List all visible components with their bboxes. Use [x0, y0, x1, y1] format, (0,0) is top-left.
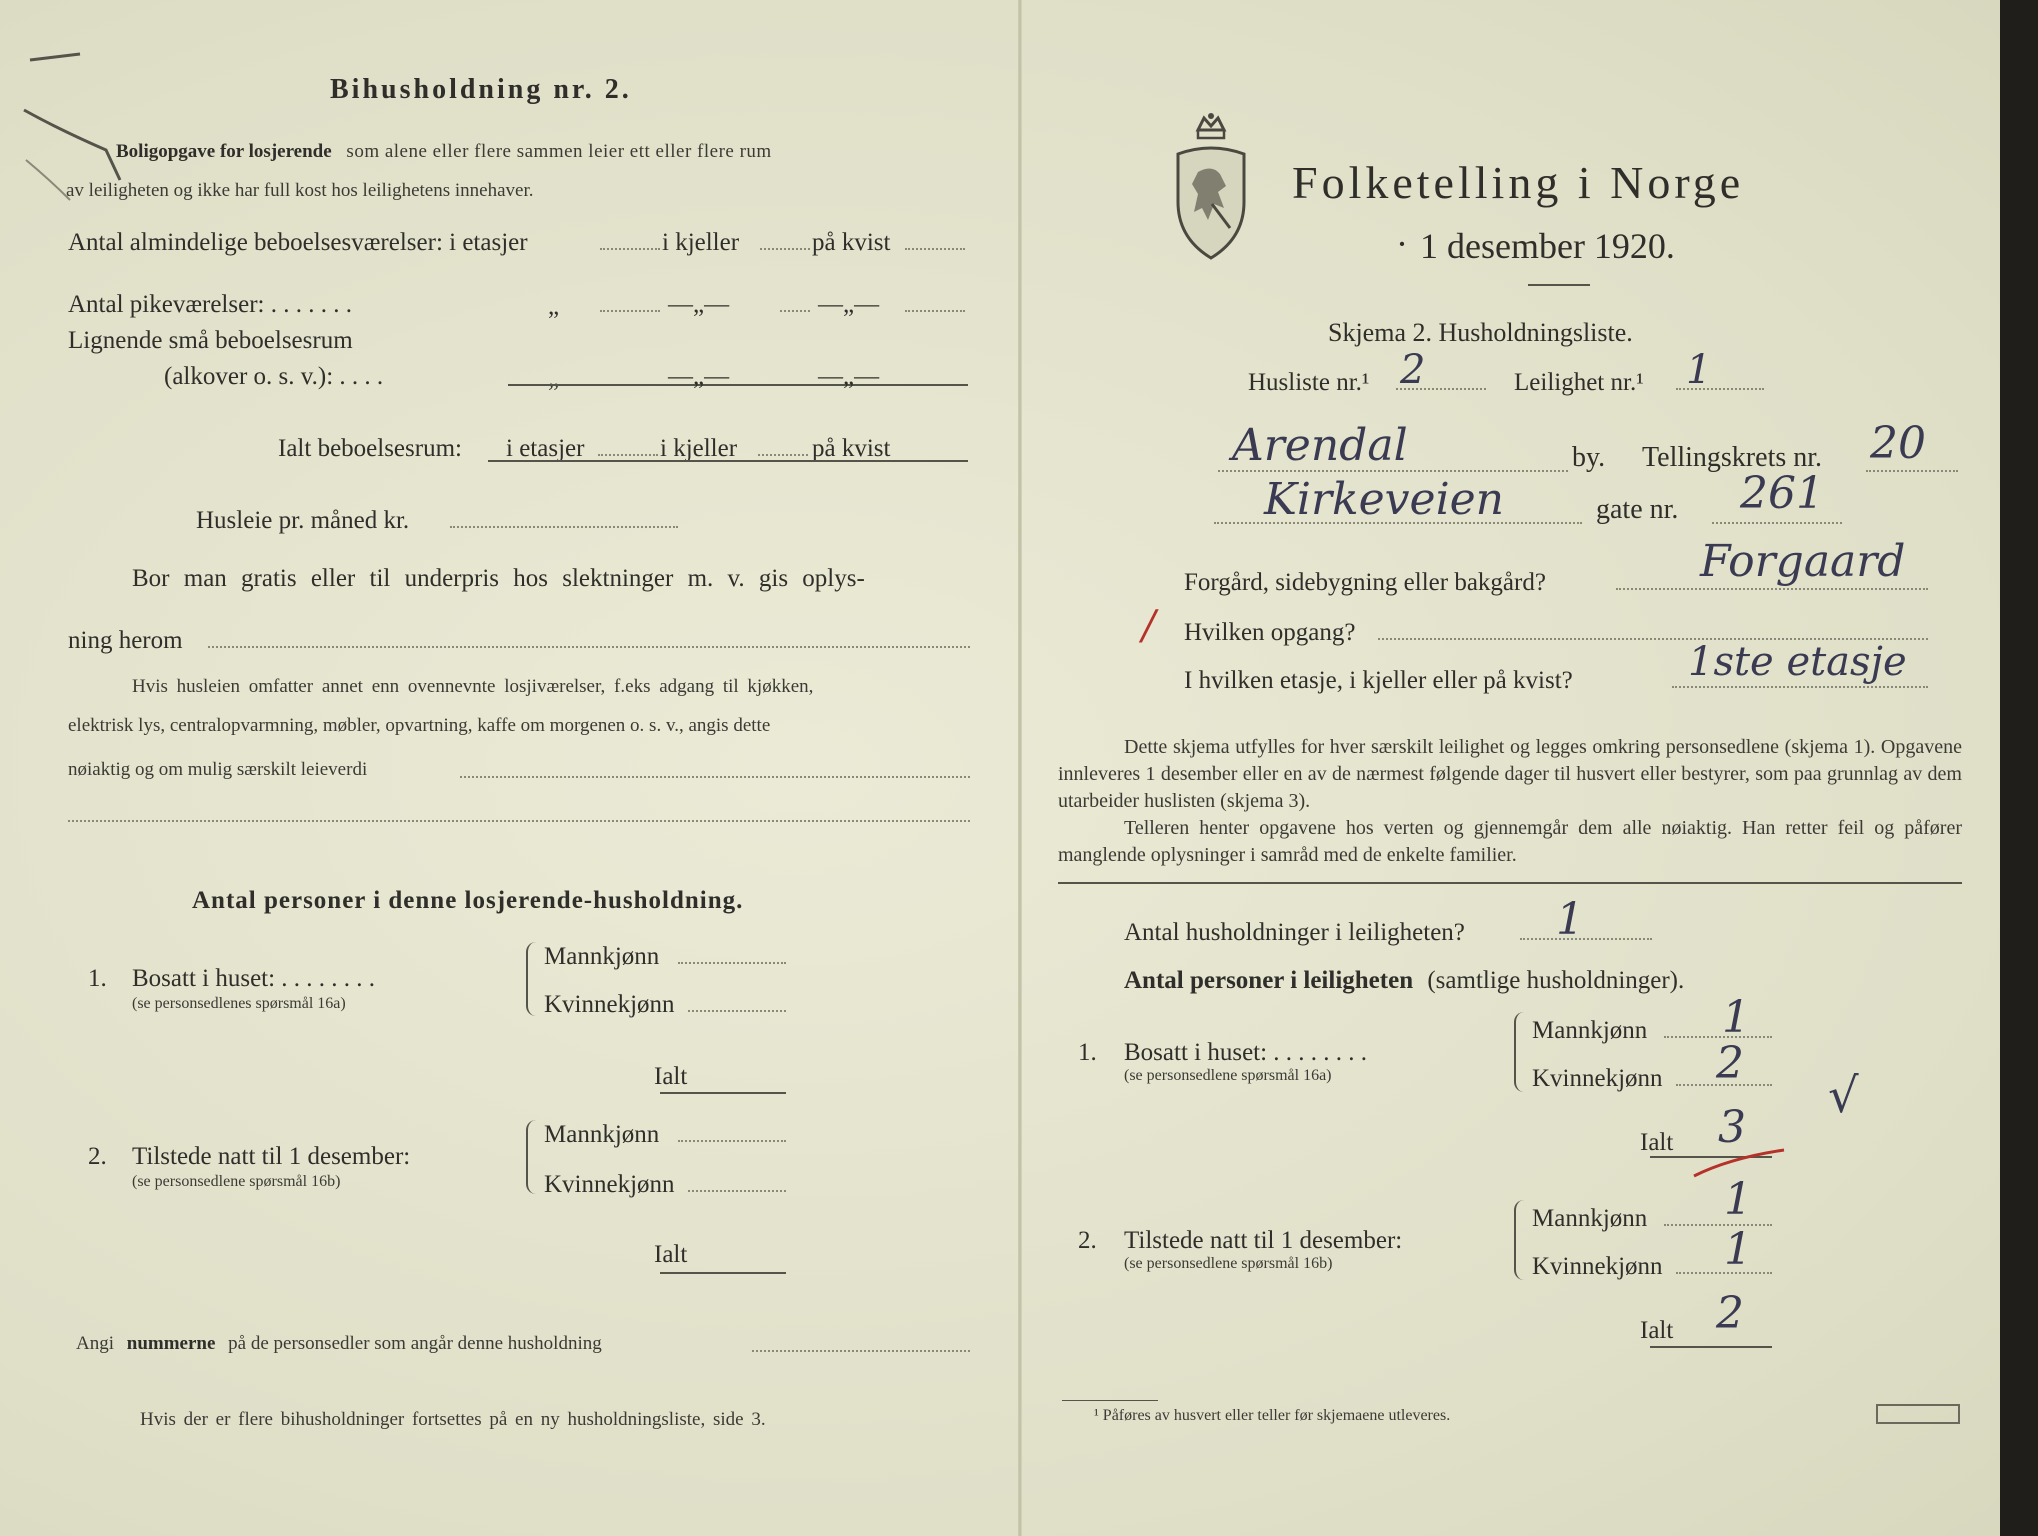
antal-alm-label: Antal almindelige beboelsesværelser: i etasjer — [68, 229, 528, 256]
rq1-brace — [1514, 1012, 1524, 1092]
ialt-etasjer-label: i etasjer — [506, 435, 585, 462]
pencil-scribble-icon — [20, 40, 130, 210]
husliste-value[interactable]: 2 — [1400, 347, 1426, 393]
alm-kvist-label: på kvist — [812, 229, 891, 256]
lq1-ialt-field[interactable] — [660, 1092, 786, 1094]
lq1-kvinne-field[interactable] — [688, 1010, 786, 1012]
pike-kvist-field[interactable] — [905, 310, 965, 312]
right-date-prefix: · — [1396, 224, 1408, 264]
right-page-title: Folketelling i Norge — [1292, 157, 1745, 208]
opgang-mark: / — [1142, 603, 1156, 649]
ning-herom-label: ning herom — [68, 627, 183, 654]
lignende-label-1: Lignende små beboelsesrum — [68, 327, 353, 354]
gate-nr-value[interactable]: 261 — [1740, 468, 1824, 519]
left-page-title: Bihusholdning nr. 2. — [330, 74, 632, 105]
antal-personer-heading: Antal personer i denne losjerende-husholdning. — [192, 887, 744, 914]
extra-field[interactable] — [68, 820, 970, 822]
etasje-field — [1672, 686, 1928, 688]
printer-stamp-icon — [1876, 1404, 1960, 1424]
lq1-brace — [526, 942, 536, 1016]
pike-kjeller-field[interactable] — [780, 310, 810, 312]
by-label: by. — [1572, 442, 1606, 473]
alm-kjeller-label: i kjeller — [662, 229, 740, 256]
rq2-ialt-value[interactable]: 2 — [1716, 1288, 1744, 1339]
rq2-kvinne-label: Kvinnekjønn — [1532, 1253, 1663, 1280]
ialt-kvist-label: på kvist — [812, 435, 891, 462]
rq1-kvinne-value[interactable]: 2 — [1716, 1038, 1744, 1089]
tellingskrets-field — [1866, 470, 1958, 472]
lq1-kvinne-label: Kvinnekjønn — [544, 991, 675, 1018]
rq1-kvinne-label: Kvinnekjønn — [1532, 1065, 1663, 1092]
hvis-line3: nøiaktig og om mulig særskilt leieverdi — [68, 759, 368, 780]
lignende-underline — [508, 384, 968, 386]
lignende-ditto-3: —„— — [818, 363, 880, 390]
antal-hush-value[interactable]: 1 — [1556, 894, 1584, 945]
lq2-ialt-label: Ialt — [654, 1241, 688, 1268]
rq2-brace — [1514, 1200, 1524, 1280]
gate-nr-field — [1712, 522, 1842, 524]
by-field — [1218, 470, 1568, 472]
left-intro-line1 — [116, 142, 772, 161]
rq1-label: Bosatt i huset: . . . . . . . . — [1124, 1039, 1368, 1066]
lq2-sub: (se personsedlene spørsmål 16b) — [132, 1173, 341, 1190]
lignende-ditto-1: „ — [548, 365, 560, 392]
angi-rest: på de personsedler som angår denne husholdning — [228, 1333, 602, 1354]
ialt-beb-label: Ialt beboelsesrum: — [278, 435, 462, 462]
skjema-label: Skjema 2. Husholdningsliste. — [1328, 318, 1633, 347]
rq2-ialt-field — [1650, 1346, 1772, 1348]
lignende-ditto-2: —„— — [668, 363, 730, 390]
rq1-mann-label: Mannkjønn — [1532, 1017, 1648, 1044]
norwegian-coat-of-arms-icon — [1168, 112, 1254, 262]
husliste-label: Husliste nr.¹ — [1248, 369, 1370, 396]
pike-ditto-1: „ — [548, 293, 560, 320]
hvis-line1: Hvis husleien omfatter annet enn ovennevnte losjiværelser, f.eks adgang til kjøkken, — [132, 676, 814, 697]
lq2-kvinne-label: Kvinnekjønn — [544, 1171, 675, 1198]
angi-line — [76, 1334, 602, 1353]
rq2-ialt-label: Ialt — [1640, 1317, 1674, 1344]
etasje-value[interactable]: 1ste etasje — [1688, 639, 1907, 685]
scan-edge — [2000, 0, 2038, 1536]
alm-kjeller-field[interactable] — [760, 248, 810, 250]
gate-label: gate nr. — [1596, 494, 1679, 525]
antal-hush-field — [1520, 938, 1652, 940]
footnote: ¹ Påføres av husvert eller teller før skjemaene utleveres. — [1094, 1407, 1451, 1424]
angi-field[interactable] — [752, 1350, 970, 1352]
lq1-sub: (se personsedlenes spørsmål 16a) — [132, 995, 346, 1012]
antal-pers-bold: Antal personer i leiligheten — [1124, 967, 1414, 994]
herom-field[interactable] — [208, 646, 970, 648]
forgard-value[interactable]: Forgaard — [1700, 536, 1906, 587]
antal-pike-label: Antal pikeværelser: . . . . . . . — [68, 291, 352, 318]
rq2-mann-label: Mannkjønn — [1532, 1205, 1648, 1232]
rq2-mann-value[interactable]: 1 — [1724, 1174, 1752, 1225]
rq2-mann-field — [1664, 1224, 1772, 1226]
tellingskrets-value[interactable]: 20 — [1870, 418, 1926, 469]
opgang-label: Hvilken opgang? — [1184, 619, 1356, 646]
pike-ditto-3: —„— — [818, 291, 880, 318]
intro-rest: som alene eller flere sammen leier ett eller flere rum — [346, 141, 772, 162]
rq1-ialt-label: Ialt — [1640, 1129, 1674, 1156]
husleie-field[interactable] — [450, 526, 678, 528]
hvis-line2: elektrisk lys, centralopvarmning, møbler, opvartning, kaffe om morgenen o. s. v., angis dette — [68, 715, 771, 736]
gate-value[interactable]: Kirkeveien — [1264, 474, 1505, 525]
rq2-num: 2. — [1078, 1227, 1097, 1254]
alm-etasjer-field[interactable] — [600, 248, 660, 250]
hvis-flere: Hvis der er flere bihusholdninger fortsettes på en ny husholdningsliste, side 3. — [140, 1409, 766, 1430]
antal-pers-line — [1124, 968, 1684, 993]
rq1-ialt-value[interactable]: 3 — [1718, 1102, 1746, 1153]
title-rule — [1528, 284, 1590, 286]
lq2-kvinne-field[interactable] — [688, 1190, 786, 1192]
etasje-label: I hvilken etasje, i kjeller eller på kvist? — [1184, 667, 1573, 694]
by-value[interactable]: Arendal — [1232, 420, 1408, 471]
lq1-ialt-label: Ialt — [654, 1063, 688, 1090]
rq1-kvinne-field — [1676, 1084, 1772, 1086]
leilighet-label: Leilighet nr.¹ — [1514, 369, 1644, 396]
gate-field — [1214, 522, 1582, 524]
lq1-num: 1. — [88, 965, 107, 992]
forgard-field — [1616, 588, 1928, 590]
angi-bold: nummerne — [126, 1333, 216, 1354]
intro-bold: Boligopgave for losjerende — [116, 141, 332, 162]
rq2-sub: (se personsedlene spørsmål 16b) — [1124, 1255, 1333, 1272]
rq2-label: Tilstede natt til 1 desember: — [1124, 1227, 1403, 1254]
lq2-mann-label: Mannkjønn — [544, 1121, 660, 1148]
lq2-brace — [526, 1120, 536, 1194]
husliste-field — [1396, 388, 1486, 390]
lq1-mann-field[interactable] — [678, 962, 786, 964]
tellingskrets-label: Tellingskrets nr. — [1642, 442, 1823, 473]
angi-pre: Angi — [76, 1333, 114, 1354]
ialt-etasjer-field[interactable] — [598, 454, 658, 456]
rq1-mann-value[interactable]: 1 — [1722, 992, 1750, 1043]
lignende-label-2: (alkover o. s. v.): . . . . — [164, 363, 384, 390]
lq2-label: Tilstede natt til 1 desember: — [132, 1143, 411, 1170]
ialt-kjeller-label: i kjeller — [660, 435, 738, 462]
ialt-underline — [488, 460, 968, 462]
footnote-rule — [1062, 1400, 1158, 1401]
lq1-label: Bosatt i huset: . . . . . . . . — [132, 965, 376, 992]
lq2-ialt-field[interactable] — [660, 1272, 786, 1274]
info-paragraph-1: Dette skjema utfylles for hver særskilt leilighet og legges omkring personsedlene (skjema 1). Opgavene innleveres 1 desember eller en av de nærmest følgende dager til husvert eller bestyrer, som paa grunnlag av dem utarbeider huslisten (skjema 3). — [1058, 736, 1962, 812]
husleie-label: Husleie pr. måned kr. — [196, 507, 410, 534]
rq1-num: 1. — [1078, 1039, 1097, 1066]
pike-etasjer-field[interactable] — [600, 310, 660, 312]
leilighet-field — [1676, 388, 1764, 390]
leilighet-value[interactable]: 1 — [1686, 347, 1712, 393]
lq2-num: 2. — [88, 1143, 107, 1170]
alm-kvist-field[interactable] — [905, 248, 965, 250]
rq1-sub: (se personsedlene spørsmål 16a) — [1124, 1067, 1332, 1084]
info-paragraph-2: Telleren henter opgavene hos verten og gjennemgår dem alle nøiaktig. Han retter feil og påfører manglende oplysninger i samråd med de enkelte familier. — [1058, 817, 1962, 866]
check-mark: √ — [1828, 1068, 1859, 1124]
left-intro-line2: av leiligheten og ikke har full kost hos leilighetens innehaver. — [66, 180, 534, 201]
rq2-kvinne-field — [1676, 1272, 1772, 1274]
lq2-mann-field[interactable] — [678, 1140, 786, 1142]
leieverdi-field[interactable] — [460, 776, 970, 778]
right-date: 1 desember 1920. — [1420, 226, 1675, 266]
antal-pers-rest: (samtlige husholdninger). — [1427, 967, 1685, 994]
bor-man-label: Bor man gratis eller til underpris hos slektninger m. v. gis oplys- — [132, 565, 865, 592]
forgard-label: Forgård, sidebygning eller bakgård? — [1184, 569, 1546, 596]
antal-hush-label: Antal husholdninger i leiligheten? — [1124, 919, 1465, 946]
pike-ditto-2: —„— — [668, 291, 730, 318]
lq1-mann-label: Mannkjønn — [544, 943, 660, 970]
ialt-kjeller-field[interactable] — [758, 454, 808, 456]
page-fold — [1018, 0, 1022, 1536]
rq2-kvinne-value[interactable]: 1 — [1724, 1224, 1752, 1275]
info-rule — [1058, 882, 1962, 884]
